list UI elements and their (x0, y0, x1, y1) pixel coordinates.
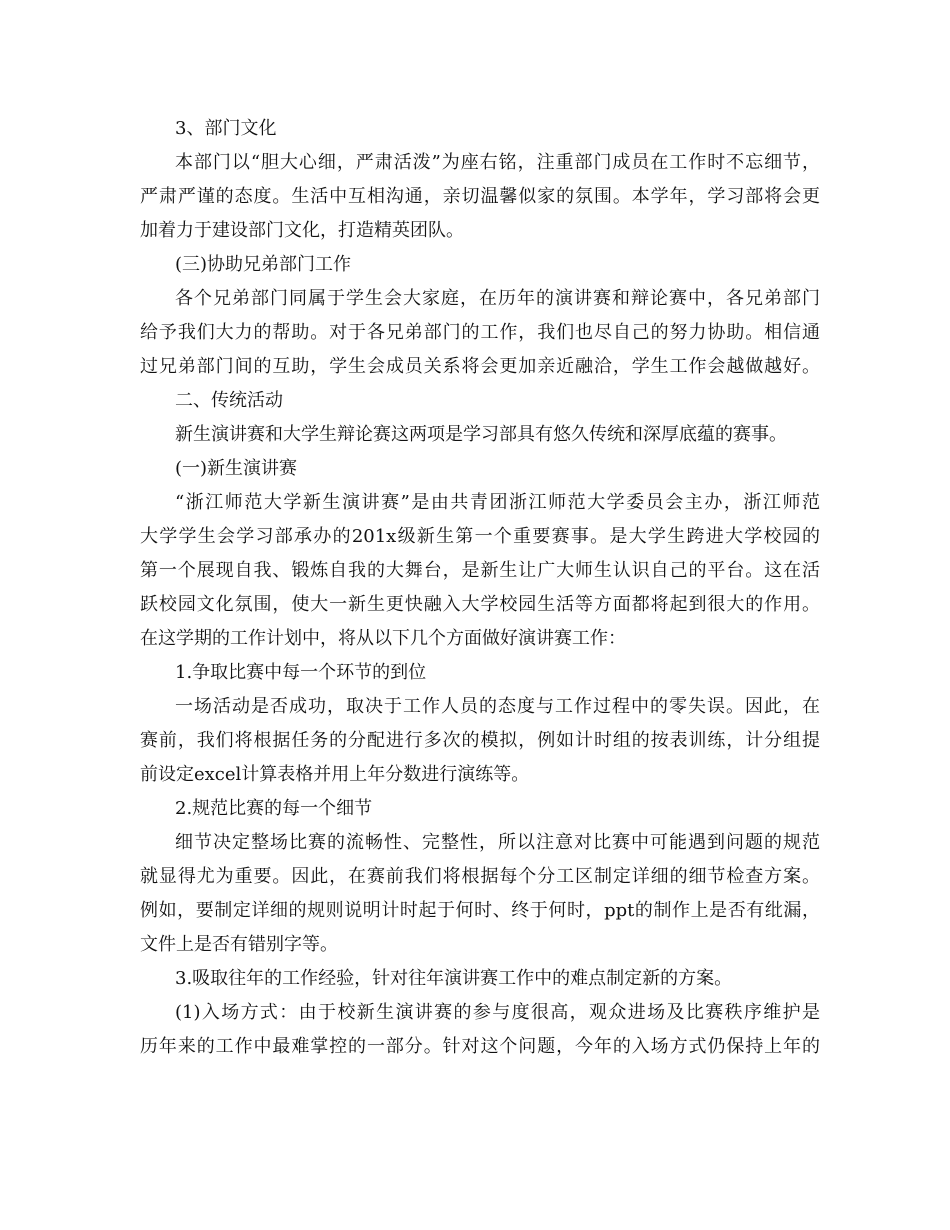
paragraph-line: 文件上是否有错别字等。 (140, 934, 338, 955)
paragraph-line: 在这学期的工作计划中，将从以下几个方面做好演讲赛工作： (140, 628, 626, 649)
section-heading: 3.吸取往年的工作经验，针对往年演讲赛工作中的难点制定新的方案。 (175, 968, 733, 989)
paragraph-line: 给予我们大力的帮助。对于各兄弟部门的工作，我们也尽自己的努力协助。相信通 (140, 322, 820, 343)
paragraph-line: “浙江师范大学新生演讲赛”是由共青团浙江师范大学委员会主办，浙江师范 (175, 492, 820, 513)
section-heading: 3、部门文化 (175, 118, 277, 139)
paragraph-line: 例如，要制定详细的规则说明计时起于何时、终于何时，ppt的制作上是否有纰漏， (140, 900, 820, 921)
paragraph-line: 新生演讲赛和大学生辩论赛这两项是学习部具有悠久传统和深厚底蕴的赛事。 (175, 424, 787, 445)
document-body (140, 112, 820, 1064)
paragraph-line: 本部门以“胆大心细，严肃活泼”为座右铭，注重部门成员在工作时不忘细节， (175, 152, 820, 173)
paragraph-line: 前设定excel计算表格并用上年分数进行演练等。 (140, 764, 530, 785)
paragraph-line: 就显得尤为重要。因此，在赛前我们将根据每个分工区制定详细的细节检查方案。 (140, 866, 820, 887)
paragraph-line: 各个兄弟部门同属于学生会大家庭，在历年的演讲赛和辩论赛中，各兄弟部门 (175, 288, 820, 309)
section-heading: (一)新生演讲赛 (175, 458, 298, 479)
paragraph-line: 一场活动是否成功，取决于工作人员的态度与工作过程中的零失误。因此，在 (175, 696, 820, 717)
paragraph-line: 赛前，我们将根据任务的分配进行多次的模拟，例如计时组的按表训练，计分组提 (140, 730, 820, 751)
section-heading: 二、传统活动 (175, 390, 283, 411)
section-heading: 2.规范比赛的每一个细节 (175, 798, 373, 819)
paragraph-line: 跃校园文化氛围，使大一新生更快融入大学校园生活等方面都将起到很大的作用。 (140, 594, 820, 615)
paragraph-line: (1)入场方式：由于校新生演讲赛的参与度很高，观众进场及比赛秩序维护是 (175, 1002, 820, 1023)
paragraph-line: 第一个展现自我、锻炼自我的大舞台，是新生让广大师生认识自己的平台。这在活 (140, 560, 820, 581)
paragraph-line: 加着力于建设部门文化，打造精英团队。 (140, 220, 464, 241)
section-heading: (三)协助兄弟部门工作 (175, 254, 352, 275)
paragraph-line: 历年来的工作中最难掌控的一部分。针对这个问题，今年的入场方式仍保持上年的 (140, 1036, 820, 1057)
paragraph-line: 过兄弟部门间的互助，学生会成员关系将会更加亲近融洽，学生工作会越做越好。 (140, 356, 820, 377)
paragraph-line: 大学学生会学习部承办的201x级新生第一个重要赛事。是大学生跨进大学校园的 (140, 526, 820, 547)
section-heading: 1.争取比赛中每一个环节的到位 (175, 662, 427, 683)
paragraph-line: 严肃严谨的态度。生活中互相沟通，亲切温馨似家的氛围。本学年，学习部将会更 (140, 186, 820, 207)
paragraph-line: 细节决定整场比赛的流畅性、完整性，所以注意对比赛中可能遇到问题的规范 (175, 832, 820, 853)
